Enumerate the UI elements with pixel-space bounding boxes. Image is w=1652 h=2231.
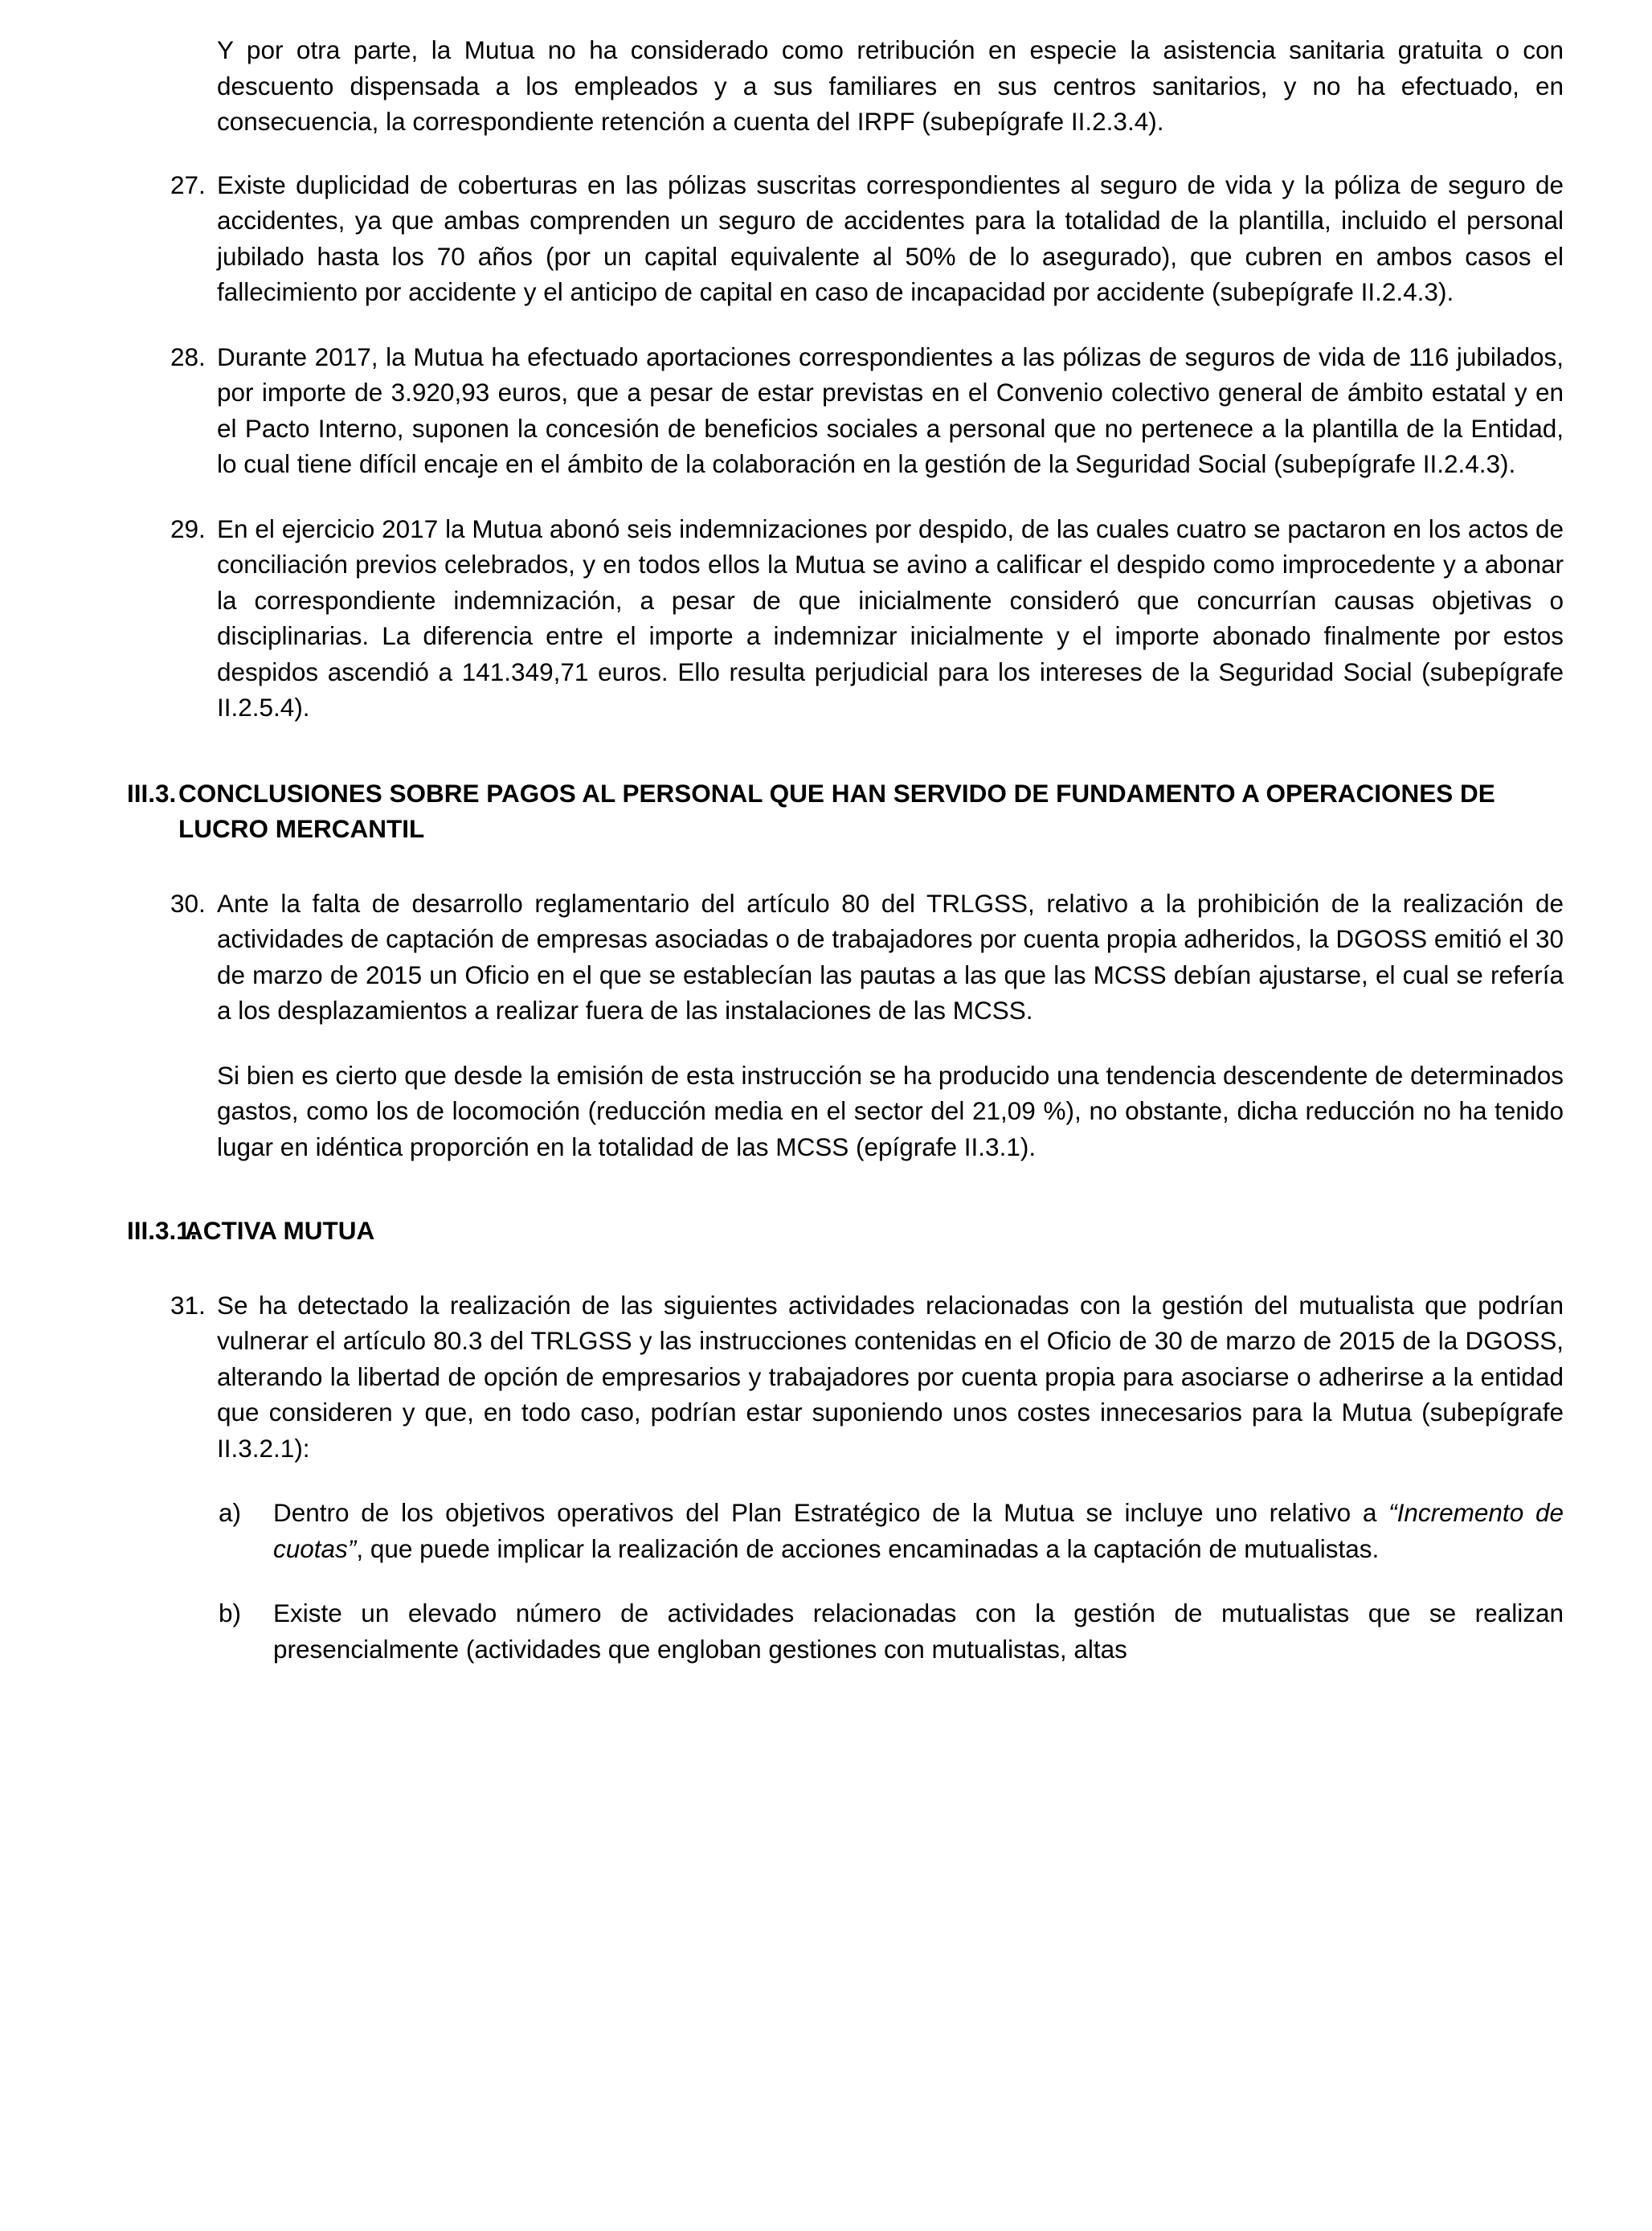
item-marker-31: 31. <box>170 1290 206 1320</box>
heading-spacer <box>80 874 1572 886</box>
subsection-heading-number: III.3.1. <box>127 1216 198 1245</box>
item-marker-29: 29. <box>170 514 206 543</box>
item-b-text: Existe un elevado número de actividades relacionadas con la gestión de mutualistas que se realizan presencialmente (actividades que engloban gestiones con mutualistas, altas <box>273 1599 1564 1664</box>
item-marker-28: 28. <box>170 342 206 371</box>
subsection-heading-text: ACTIVA MUTUA <box>185 1216 375 1245</box>
item-text-27: Existe duplicidad de coberturas en las pólizas suscritas correspondientes al seguro de vida y la póliza de seguro de accidentes, ya que ambas comprenden un seguro de accidentes para la totalidad de la plantilla, incluido el personal jubilado hasta los 70 años (por un capital equivalente al 50% de lo asegurado), que cubren en ambos casos el fallecimiento por accidente y el anticipo de capital en caso de incapacidad por accidente (subepígrafe II.2.4.3). <box>217 170 1564 306</box>
numbered-item-28 <box>80 339 1572 482</box>
lettered-item-b <box>80 1595 1572 1667</box>
subsection-spacer <box>80 1192 1572 1213</box>
section-heading-iii-3 <box>80 776 1572 847</box>
item-marker-30: 30. <box>170 888 206 918</box>
numbered-item-31 <box>80 1287 1572 1467</box>
item-30-second-paragraph: Si bien es cierto que desde la emisión de esta instrucción se ha producido una tendencia descendente de determinados gastos, como los de locomoción (reducción media en el sector del 21,09 %), no obstante, dicha reducción no ha tenido lugar en idéntica proporción en la totalidad de las MCSS (epígrafe II.3.1). <box>217 1060 1564 1161</box>
subheading-spacer <box>80 1276 1572 1287</box>
item-text-28: Durante 2017, la Mutua ha efectuado aportaciones correspondientes a las pólizas de seguros de vida de 116 jubilados, por importe de 3.920,93 euros, que a pesar de estar previstas en el Convenio colectivo general de ámbito estatal y en el Pacto Interno, suponen la concesión de beneficios sociales a personal que no pertenece a la plantilla de la Entidad, lo cual tiene difícil encaje en el ámbito de la colaboración en la gestión de la Seguridad Social (subepígrafe II.2.4.3). <box>217 342 1564 478</box>
item-text-31: Se ha detectado la realización de las siguientes actividades relacionadas con la gestión del mutualista que podrían vulnerar el artículo 80.3 del TRLGSS y las instrucciones contenidas en el Oficio de 30 de marzo de 2015 de la DGOSS, alterando la libertad de opción de empresarios y trabajadores por cuenta propia para asociarse o adherirse a la entidad que consideren y que, en todo caso, podrían estar suponiendo unos costes innecesarios para la Mutua (subepígrafe II.3.2.1): <box>217 1290 1564 1463</box>
section-heading-text: CONCLUSIONES SOBRE PAGOS AL PERSONAL QUE HAN SERVIDO DE FUNDAMENTO A OPERACIONES DE LUCRO MERCANTIL <box>178 778 1495 843</box>
item-text-29: En el ejercicio 2017 la Mutua abonó seis indemnizaciones por despido, de las cuales cuatro se pactaron en los actos de conciliación previos celebrados, y en todos ellos la Mutua se avino a calificar el despido como improcedente y a abonar la correspondiente indemnización, a pesar de que inicialmente consideró que concurrían causas objetivas o disciplinarias. La diferencia entre el importe a indemnizar inicialmente y el importe abonado finalmente por estos despidos ascendió a 141.349,71 euros. Ello resulta perjudicial para los intereses de la Seguridad Social (subepígrafe II.2.5.4). <box>217 514 1564 722</box>
document-body <box>80 32 1572 1667</box>
item-text-30: Ante la falta de desarrollo reglamentario del artículo 80 del TRLGSS, relativo a la prohibición de la realización de actividades de captación de empresas asociadas o de trabajadores por cuenta propia adheridos, la DGOSS emitió el 30 de marzo de 2015 un Oficio en el que se establecían las pautas a las que las MCSS debían ajustarse, el cual se refería a los desplazamientos a realizar fuera de las instalaciones de las MCSS. <box>217 888 1564 1025</box>
section-spacer <box>80 755 1572 776</box>
numbered-item-30 <box>80 886 1572 1029</box>
item-marker-a: a) <box>219 1498 242 1527</box>
lettered-item-a <box>80 1495 1572 1566</box>
section-heading-number: III.3. <box>127 778 177 808</box>
numbered-item-27 <box>80 167 1572 310</box>
item-a-text-before: Dentro de los objetivos operativos del Plan Estratégico de la Mutua se incluye uno relativo a <box>273 1498 1389 1527</box>
item-marker-b: b) <box>219 1599 242 1627</box>
item-a-text-italic: “Incremento de cuotas” <box>273 1498 1564 1563</box>
item-marker-27: 27. <box>170 170 206 199</box>
numbered-item-29 <box>80 511 1572 726</box>
item-a-text-after: , que puede implicar la realización de acciones encaminadas a la captación de mutualistas. <box>356 1533 1380 1563</box>
section-heading-iii-3-1 <box>80 1213 1572 1249</box>
paragraph-continuation: Y por otra parte, la Mutua no ha considerado como retribución en especie la asistencia sanitaria gratuita o con descuento dispensada a los empleados y a sus familiares en sus centros sanitarios, y no ha efectuado, en consecuencia, la correspondiente retención a cuenta del IRPF (subepígrafe II.2.3.4). <box>217 35 1564 136</box>
